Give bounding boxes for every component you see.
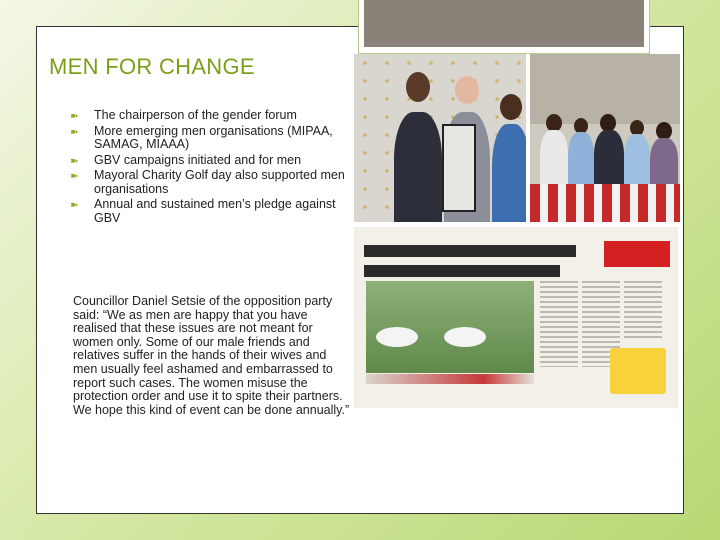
bullet-item: ➽ Annual and sustained men’s pledge against GBV: [70, 197, 336, 225]
person-figure: [568, 132, 594, 190]
newspaper-clipping: [354, 227, 678, 408]
bullet-item: ➽ The chairperson of the gender forum: [70, 108, 297, 122]
arrow-bullet-icon: ➽: [70, 111, 79, 122]
decorative-tab-fill: [364, 0, 644, 47]
bullet-item: ➽ More emerging men organisations (MIPAA, SAMAG, MIAAA): [70, 123, 333, 151]
arrow-bullet-icon: ➽: [70, 171, 79, 182]
newspaper-photo: [366, 281, 534, 373]
person-head: [500, 94, 522, 120]
slide-title: MEN FOR CHANGE: [49, 54, 255, 79]
award-photo: [354, 54, 526, 222]
bullet-item: ➽ Mayoral Charity Golf day also supported men organisations: [70, 168, 345, 196]
person-head: [455, 76, 479, 104]
quote-paragraph: Councillor Daniel Setsie of the opposition party said: “We as men are happy that you have realised that these issues are not meant for women only. Some of our male friends and relatives suffer in the hands of their wives and men usually feel ashamed and embarrassed to report such cases. The women misuse the protection order and use it to spite their partners. We hope this kind of event can be done annually.”: [73, 294, 350, 417]
newspaper-text-column: [624, 281, 662, 341]
person-figure: [624, 134, 650, 190]
person-head: [406, 72, 430, 102]
bullet-item: ➽ GBV campaigns initiated and for men: [70, 152, 302, 167]
arrow-bullet-icon: ➽: [70, 155, 79, 167]
walk-banner: [376, 327, 418, 347]
group-photo: [530, 54, 680, 222]
headline-lettering: [364, 243, 594, 283]
walk-banner: [444, 327, 486, 347]
person-figure: [492, 124, 526, 222]
newspaper-advert: [610, 348, 666, 394]
arrow-bullet-icon: ➽: [70, 126, 79, 138]
newspaper-footer-bar: [366, 374, 534, 384]
person-figure: [594, 130, 624, 190]
newspaper-text-column: [540, 281, 578, 367]
newspaper-masthead: [604, 241, 670, 267]
arrow-bullet-icon: ➽: [70, 200, 79, 211]
table-display: [530, 184, 680, 222]
person-figure: [540, 130, 568, 190]
bullet-list: [70, 109, 350, 227]
award-plaque: [442, 124, 476, 212]
person-figure: [650, 138, 678, 190]
person-figure: [394, 112, 442, 222]
